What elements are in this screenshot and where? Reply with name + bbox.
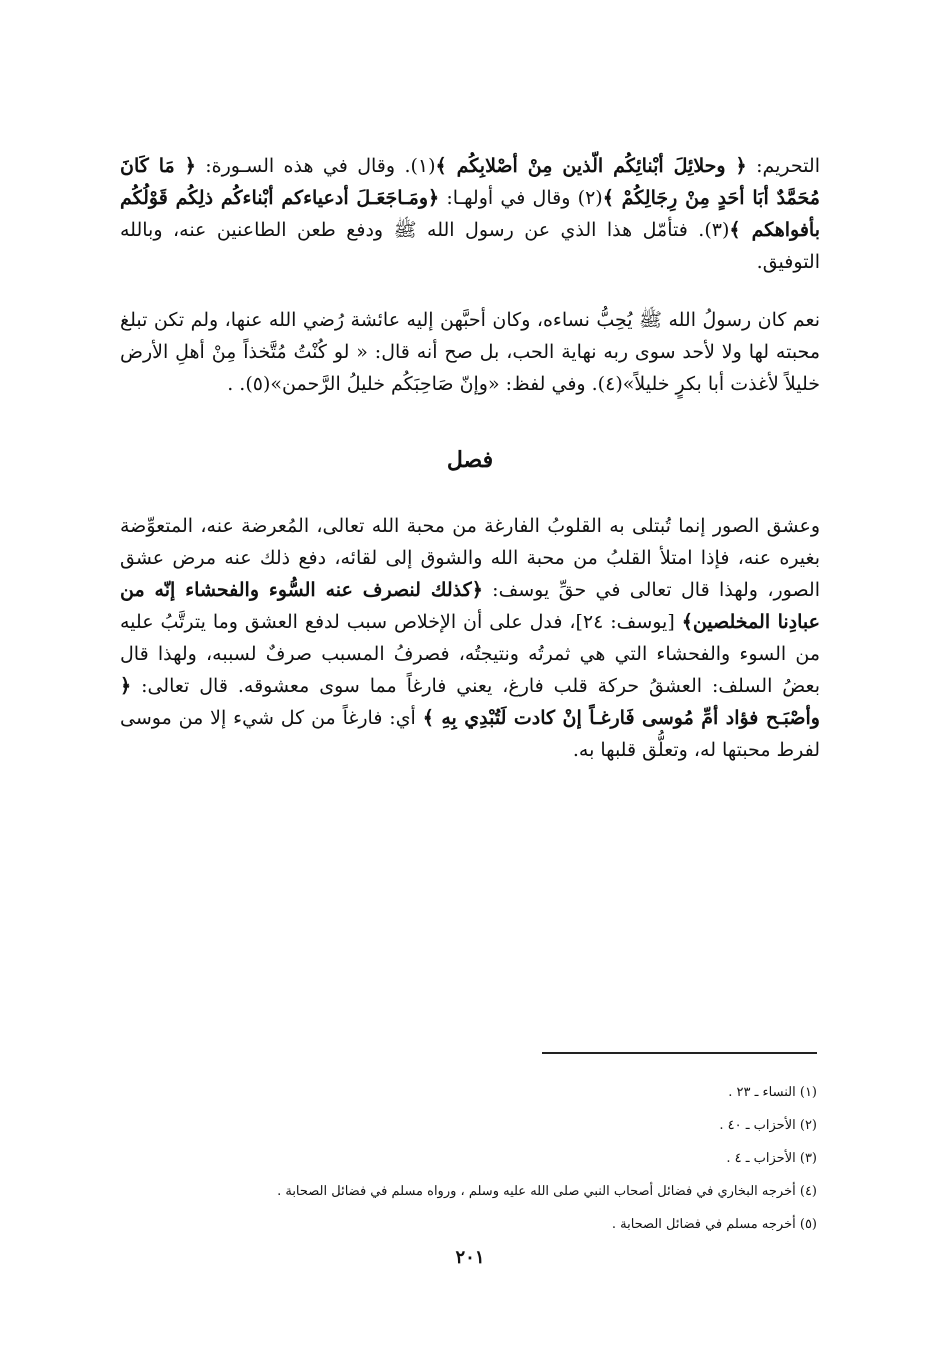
page-body xyxy=(120,150,820,766)
paragraph-2 xyxy=(120,304,820,400)
quran-quote: ﴿كذلك لنصرف عنه السُّوء والفحشاء إنّه من عبادِنا المخلصين﴾ xyxy=(120,579,820,633)
paragraph-1-mid-2: (٢) وقال في أولهـا: xyxy=(439,187,603,209)
paragraph-3-text-2: [يوسف: ٢٤]، فدل على أن الإخلاص سبب لدفع العشق وما يترتَّبُ عليه من السوء والفحشاء التي هي ثمرتُه ونتيجتُه، فصرفُ المسبب صرفٌ لسببه، ولهذا قال بعضُ السلف: العشقُ حركة قلب فارغ، يعني فارغاً مما سوى معشوقه. قال تعالى: xyxy=(120,611,820,697)
paragraph-1-post: (٣). فتأمّل هذا الذي عن رسول الله ﷺ ودفع طعن الطاعنين عنه، وبالله التوفيق. xyxy=(120,219,820,273)
paragraph-2-text-1: نعم كان رسولُ الله ﷺ يُحِبُّ نساءه، وكان أحبَّهن إليه عائشة رُضي الله عنها، ولم تكن تبلغ محبته لها ولا لأحد سوى ربه نهاية الحب، بل صح أنه قال: « لو كُنْتُ مُتَّخذاً مِنْ أهلِ الأرض خليلاً لأغذت أبا بكرٍ خليلاً» xyxy=(120,309,820,395)
paragraph-3-text-3: أي: فارغاً من كل شيء إلا من موسى لفرط محبتها له، وتعلُّق قلبها به. xyxy=(120,707,820,761)
quran-quote: ﴿ومَـاجَعَـلَ أدعياءكم أبْناءكُم ذلِكُم قَوْلُكُم بأفواهكم ﴾ xyxy=(120,187,820,241)
paragraph-1 xyxy=(120,150,820,278)
footnote-item: (٥) أخرجه مسلم في فضائل الصحابة . xyxy=(611,1217,817,1232)
paragraph-2-text-2: (٤). وفي لفظ: «وإنّ صَاحِبَكُم خليلُ الرَّحمن»(٥). . xyxy=(227,373,623,395)
footnote-item: (١) النساء ـ ٢٣ . xyxy=(728,1085,817,1100)
paragraph-1-pre: التحريم: xyxy=(746,155,820,177)
page-number: ٢٠١ xyxy=(455,1247,485,1268)
footnote-item: (٣) الأحزاب ـ ٤ . xyxy=(726,1151,817,1166)
footnote-item: (٢) الأحزاب ـ ٤٠ . xyxy=(719,1118,817,1133)
quran-quote: ﴿ مَا كَانَ مُحَمَّدٌ أبَا أحَدٍ مِنْ رِجَالِكُمْ ﴾ xyxy=(120,155,820,209)
section-heading: فصل xyxy=(446,447,494,473)
quran-quote: ﴿ وحلائِلَ أبْنائِكُم الّذين مِنْ أصْلابِكُم ﴾ xyxy=(435,155,747,177)
footnotes xyxy=(167,1076,817,1241)
paragraph-3-text-1: وعشق الصور إنما تُبتلى به القلوبُ الفارغة من محبة الله تعالى، المُعرضة عنه، المتعوِّضة بغيره عنه، فإذا امتلأ القلبُ من محبة الله والشوق إلى لقائه، دفع ذلك عنه مرض عشق الصور، ولهذا قال تعالى في حقِّ يوسف: xyxy=(120,515,820,601)
footnote-divider xyxy=(542,1052,817,1054)
footnote-item: (٤) أخرجه البخاري في فضائل أصحاب النبي صلى الله عليه وسلم ، ورواه مسلم في فضائل الصحابة . xyxy=(277,1184,817,1199)
quran-quote: ﴿ وأصْبَـح فؤاد أمِّ مُوسى فَارغـاً إنْ كادت لَتُبْدِي بِهِ ﴾ xyxy=(120,675,820,729)
paragraph-3 xyxy=(120,510,820,766)
paragraph-1-mid-1: (١). وقال في هذه السـورة: xyxy=(195,155,436,177)
